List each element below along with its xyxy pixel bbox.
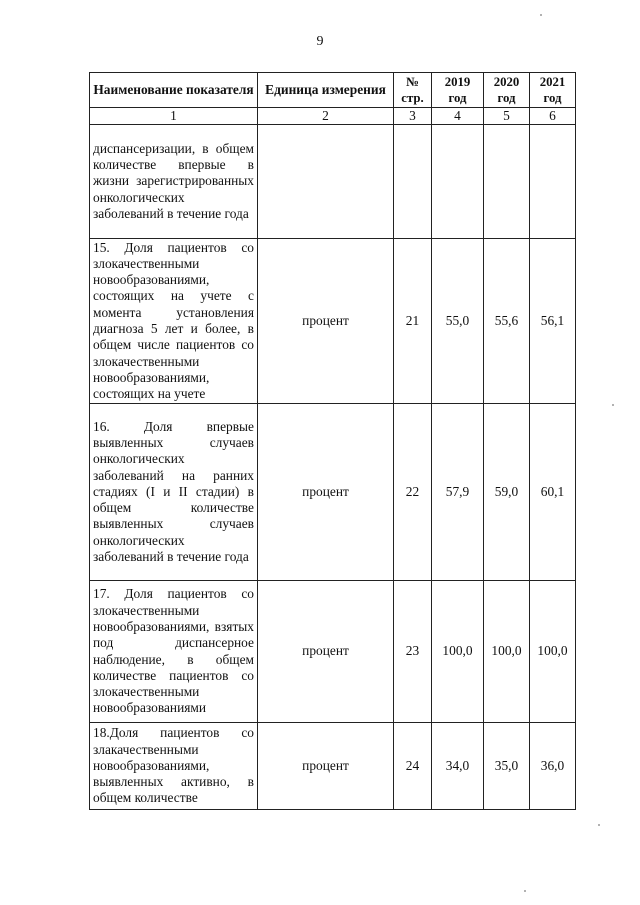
indicator-unit [258,125,394,239]
indicator-unit: процент [258,404,394,581]
indicator-name: 16. Доля впервые выявленных случаев онкологических заболеваний на ранних стадиях (I и II стадии) в общем количестве выявленных случаев онкологических заболеваний в течение года [90,404,258,581]
indicator-line-number: 22 [394,404,432,581]
column-number: 4 [432,108,484,125]
indicator-line-number: 24 [394,723,432,810]
indicator-value-2021: 36,0 [530,723,576,810]
indicator-value-2021: 100,0 [530,581,576,723]
header-year-2019: 2019 год [432,73,484,108]
indicator-line-number: 21 [394,239,432,404]
scan-speck [612,404,614,406]
scan-speck [598,824,600,826]
indicator-value-2020: 59,0 [484,404,530,581]
column-number: 1 [90,108,258,125]
indicator-unit: процент [258,581,394,723]
indicator-value-2020: 55,6 [484,239,530,404]
indicator-value-2020 [484,125,530,239]
indicator-value-2021: 56,1 [530,239,576,404]
indicator-name: диспансеризации, в общем количестве впервые в жизни зарегистрированных онкологических заболеваний в течение года [90,125,258,239]
table-header-row [90,73,576,108]
column-number: 2 [258,108,394,125]
header-year-2020: 2020 год [484,73,530,108]
table-row [90,581,576,723]
indicator-value-2020: 100,0 [484,581,530,723]
indicator-line-number [394,125,432,239]
table-row [90,239,576,404]
indicator-value-2019: 57,9 [432,404,484,581]
indicator-name: 18.Доля пациентов со злакачественными новообразованиями, выявленных активно, в общем количестве [90,723,258,810]
indicator-unit: процент [258,723,394,810]
table-row [90,125,576,239]
scan-speck [524,890,526,892]
header-indicator-name: Наименование показателя [90,73,258,108]
indicator-name: 15. Доля пациентов со злокачественными новообразованиями, состоящих на учете с момента установления диагноза 5 лет и более, в общем числе пациентов со злокачественными новообразованиями, состоящих на учете [90,239,258,404]
indicators-table [89,72,576,810]
column-number: 5 [484,108,530,125]
indicator-line-number: 23 [394,581,432,723]
header-line-number: № стр. [394,73,432,108]
indicator-value-2019 [432,125,484,239]
page-number: 9 [316,34,324,49]
indicator-value-2020: 35,0 [484,723,530,810]
indicator-name: 17. Доля пациентов со злокачественными новообразованиями, взятых под диспансерное наблюдение, в общем количестве пациентов со злокачественными новообразованиями [90,581,258,723]
indicator-value-2021: 60,1 [530,404,576,581]
scan-speck [540,14,542,16]
table-row [90,404,576,581]
column-number: 6 [530,108,576,125]
indicator-value-2019: 34,0 [432,723,484,810]
indicator-value-2021 [530,125,576,239]
column-number-row [90,108,576,125]
header-unit: Единица измерения [258,73,394,108]
column-number: 3 [394,108,432,125]
indicator-value-2019: 100,0 [432,581,484,723]
table-row [90,723,576,810]
header-year-2021: 2021 год [530,73,576,108]
indicator-unit: процент [258,239,394,404]
indicator-value-2019: 55,0 [432,239,484,404]
